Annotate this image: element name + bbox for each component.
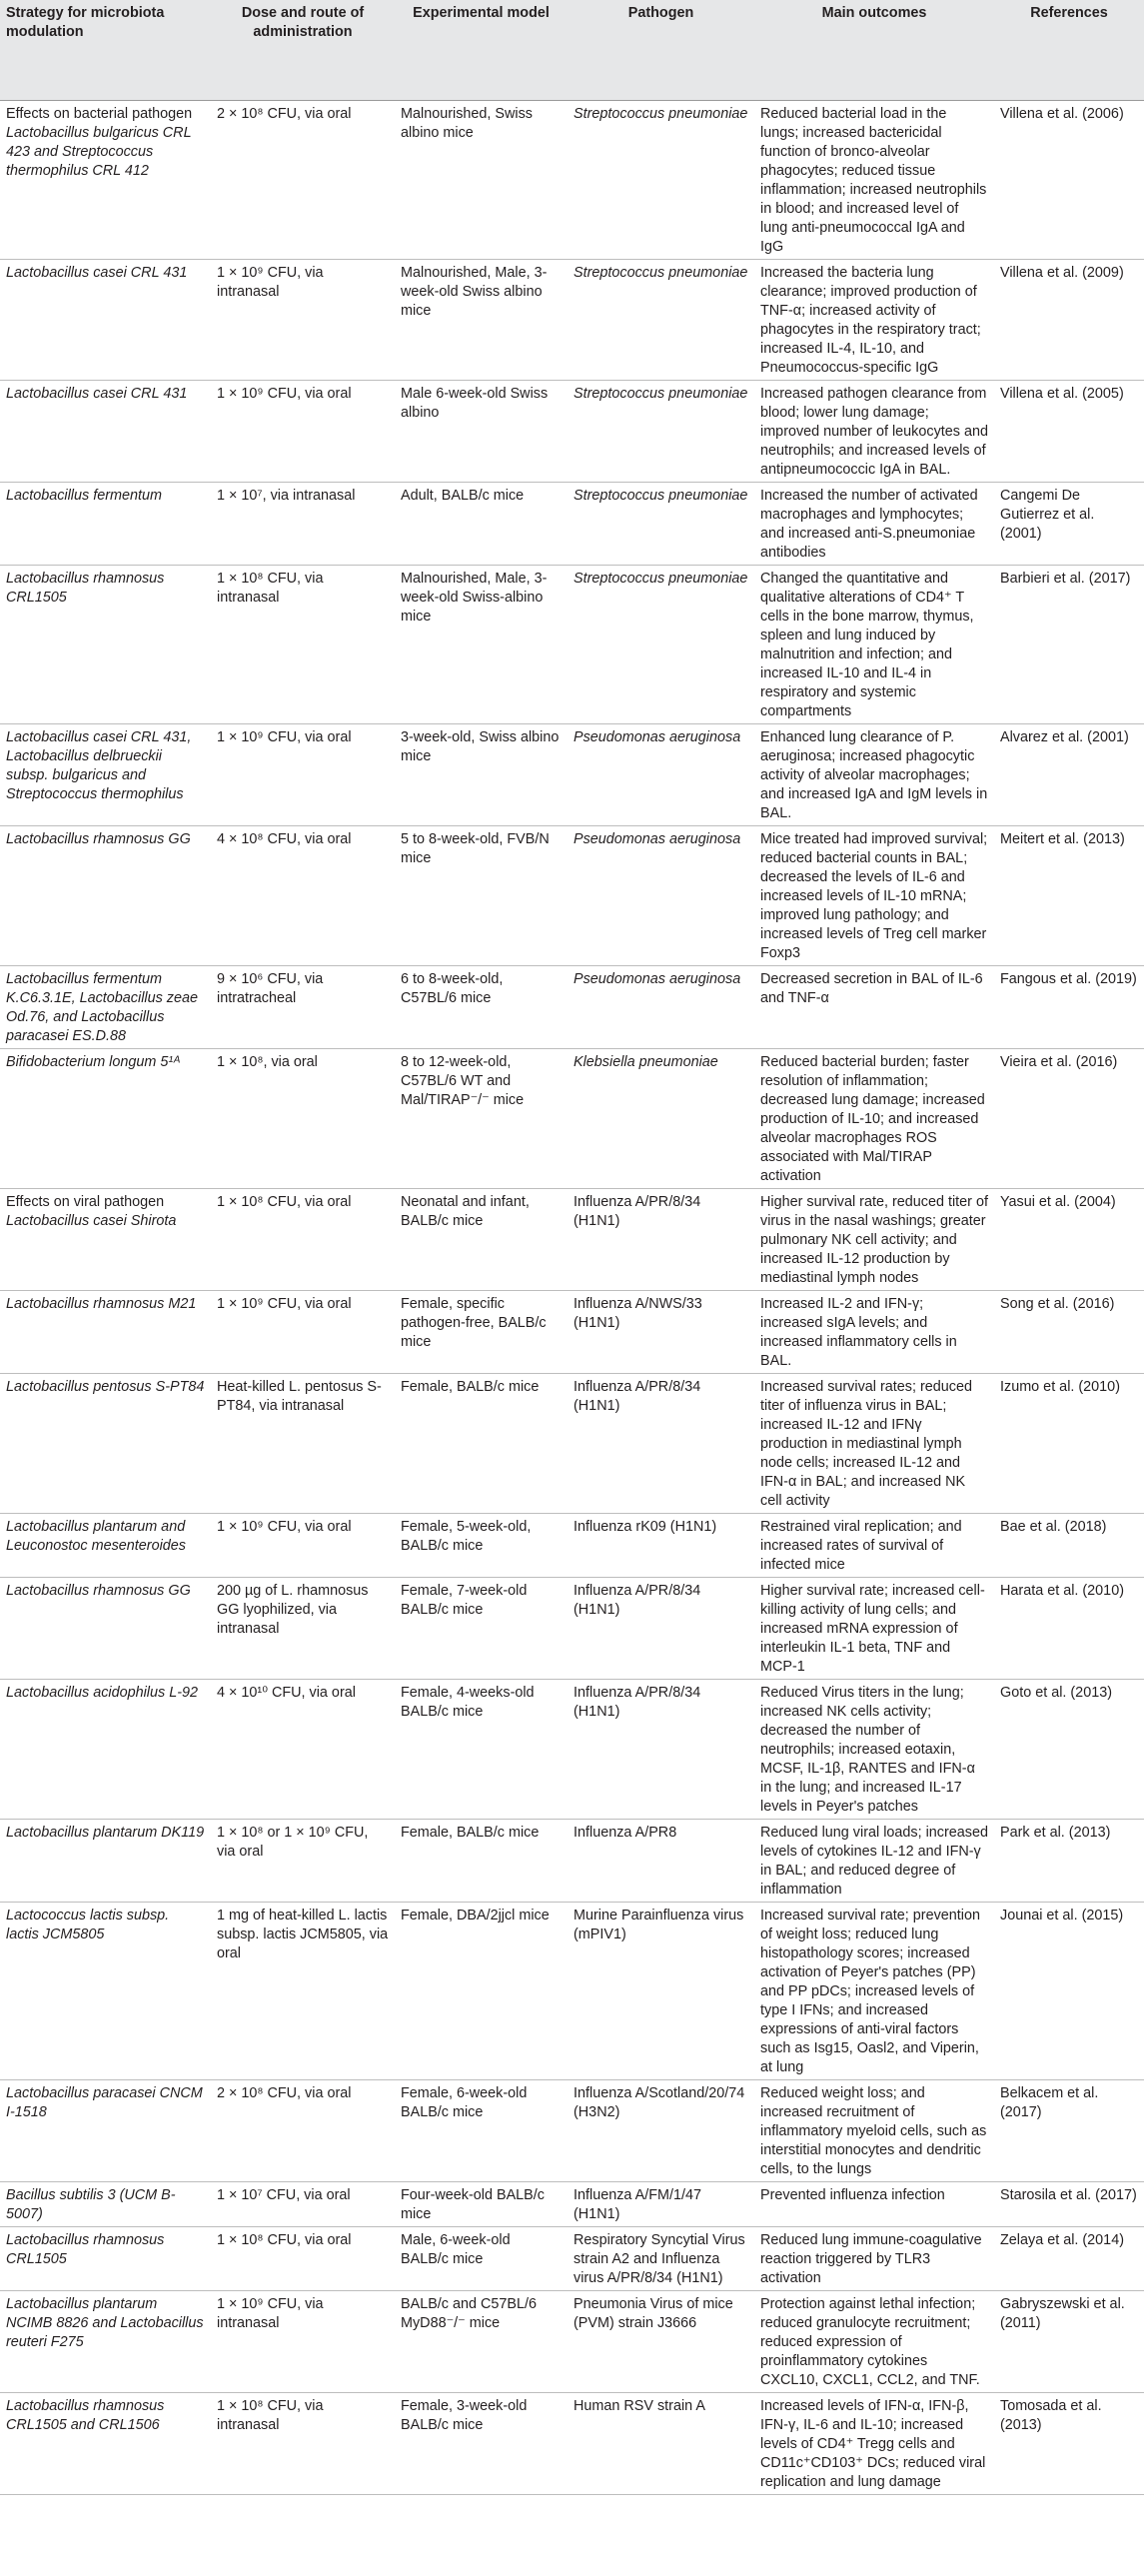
table-row (0, 1291, 1144, 1374)
cell-model (395, 2393, 568, 2495)
section-label: Effects on viral pathogen (6, 1194, 165, 1210)
header-row (0, 0, 1144, 101)
pathogen-text: Murine Parainfluenza virus (mPIV1) (573, 1908, 744, 1942)
cell-outcomes (754, 1049, 994, 1189)
outcomes-text: Mice treated had improved survival; reduced bacterial counts in BAL; decreased the levels of IL-6 and increased levels of IL-10 mRNA; improved lung pathology; and increased levels of Treg cell marker Foxp3 (760, 831, 988, 961)
model-text: Female, DBA/2jjcl mice (401, 1908, 550, 1924)
cell-pathogen (568, 483, 754, 566)
dose-text: 1 × 10⁹ CFU, via oral (217, 729, 352, 745)
strategy-text: Lactobacillus casei Shirota (6, 1213, 177, 1229)
outcomes-text: Restrained viral replication; and increased rates of survival of infected mice (760, 1519, 962, 1573)
strategy-text: Lactobacillus rhamnosus CRL1505 and CRL1506 (6, 2398, 165, 2433)
pathogen-text: Human RSV strain A (573, 2398, 705, 2414)
cell-strategy (0, 1291, 211, 1374)
cell-dose (211, 826, 395, 966)
model-text: Female, 5-week-old, BALB/c mice (401, 1519, 532, 1554)
cell-dose (211, 1680, 395, 1820)
cell-reference (994, 381, 1144, 483)
strategy-text: Lactobacillus bulgaricus CRL 423 and Streptococcus thermophilus CRL 412 (6, 125, 192, 179)
cell-pathogen (568, 381, 754, 483)
dose-text: 1 × 10⁹ CFU, via oral (217, 386, 352, 402)
cell-outcomes (754, 2080, 994, 2182)
outcomes-text: Higher survival rate; increased cell-killing activity of lung cells; and increased mRNA expression of interleukin IL-1 beta, TNF and MCP-1 (760, 1583, 985, 1675)
pathogen-text: Pseudomonas aeruginosa (573, 831, 741, 847)
cell-pathogen (568, 826, 754, 966)
table-row (0, 966, 1144, 1049)
reference-text: Starosila et al. (2017) (1000, 2187, 1137, 2203)
model-text: Female, 7-week-old BALB/c mice (401, 1583, 528, 1618)
table-row (0, 483, 1144, 566)
cell-pathogen (568, 260, 754, 381)
cell-reference (994, 1903, 1144, 2080)
table-row (0, 1680, 1144, 1820)
header-pathogen: Pathogen (568, 0, 754, 101)
pathogen-text: Streptococcus pneumoniae (573, 386, 748, 402)
cell-dose (211, 101, 395, 260)
dose-text: 1 mg of heat-killed L. lactis subsp. lactis JCM5805, via oral (217, 1908, 389, 1961)
cell-model (395, 2080, 568, 2182)
cell-model (395, 1189, 568, 1291)
cell-reference (994, 2227, 1144, 2291)
strategy-text: Bacillus subtilis 3 (UCM B-5007) (6, 2187, 176, 2222)
model-text: Female, 3-week-old BALB/c mice (401, 2398, 528, 2433)
outcomes-text: Reduced bacterial load in the lungs; increased bactericidal function of bronco-alveolar phagocytes; reduced tissue inflammation; increased neutrophils in blood; and increased level of lung anti-pneumococcal IgA and IgG (760, 106, 987, 255)
outcomes-text: Reduced Virus titers in the lung; increased NK cells activity; decreased the number of neutrophils; increased eotaxin, MCSF, IL-1β, RANTES and IFN-α in the lung; and increased IL-17 levels in Peyer's patches (760, 1685, 975, 1815)
strategy-text: Lactobacillus rhamnosus M21 (6, 1296, 197, 1312)
cell-pathogen (568, 1820, 754, 1903)
cell-reference (994, 1189, 1144, 1291)
reference-text: Villena et al. (2005) (1000, 386, 1124, 402)
cell-reference (994, 483, 1144, 566)
table-row (0, 2291, 1144, 2393)
cell-strategy (0, 1514, 211, 1578)
reference-text: Izumo et al. (2010) (1000, 1379, 1120, 1395)
cell-pathogen (568, 2291, 754, 2393)
dose-text: 2 × 10⁸ CFU, via oral (217, 106, 352, 122)
cell-outcomes (754, 1680, 994, 1820)
cell-strategy (0, 1189, 211, 1291)
pathogen-text: Streptococcus pneumoniae (573, 571, 748, 587)
header-references: References (994, 0, 1144, 101)
cell-model (395, 1374, 568, 1514)
cell-reference (994, 2182, 1144, 2227)
model-text: Male 6-week-old Swiss albino (401, 386, 549, 421)
model-text: Malnourished, Male, 3-week-old Swiss-albino mice (401, 571, 548, 625)
cell-strategy (0, 1680, 211, 1820)
model-text: Female, 6-week-old BALB/c mice (401, 2085, 528, 2120)
cell-pathogen (568, 1903, 754, 2080)
outcomes-text: Higher survival rate, reduced titer of virus in the nasal washings; greater pulmonary NK cell activity; and increased IL-12 production by mediastinal lymph nodes (760, 1194, 988, 1286)
cell-pathogen (568, 1578, 754, 1680)
reference-text: Park et al. (2013) (1000, 1825, 1111, 1841)
cell-pathogen (568, 966, 754, 1049)
cell-model (395, 2227, 568, 2291)
strategy-text: Lactobacillus rhamnosus GG (6, 831, 191, 847)
model-text: Female, 4-weeks-old BALB/c mice (401, 1685, 535, 1720)
strategy-text: Lactobacillus casei CRL 431, Lactobacillus delbrueckii subsp. bulgaricus and Streptococcus thermophilus (6, 729, 192, 802)
reference-text: Villena et al. (2006) (1000, 106, 1124, 122)
cell-strategy (0, 2182, 211, 2227)
table-body (0, 101, 1144, 2495)
cell-reference (994, 2080, 1144, 2182)
dose-text: 1 × 10⁸ CFU, via intranasal (217, 571, 324, 606)
cell-dose (211, 1374, 395, 1514)
reference-text: Alvarez et al. (2001) (1000, 729, 1129, 745)
pathogen-text: Streptococcus pneumoniae (573, 106, 748, 122)
dose-text: 1 × 10⁹ CFU, via intranasal (217, 265, 324, 300)
table-row (0, 1049, 1144, 1189)
cell-model (395, 1578, 568, 1680)
strategy-text: Lactobacillus rhamnosus CRL1505 (6, 2232, 165, 2267)
dose-text: 1 × 10⁹ CFU, via oral (217, 1296, 352, 1312)
table-row (0, 1820, 1144, 1903)
table-row (0, 381, 1144, 483)
dose-text: 9 × 10⁶ CFU, via intratracheal (217, 971, 324, 1006)
cell-outcomes (754, 1578, 994, 1680)
cell-pathogen (568, 1680, 754, 1820)
table-row (0, 2227, 1144, 2291)
cell-dose (211, 2182, 395, 2227)
outcomes-text: Increased survival rates; reduced titer of influenza virus in BAL; increased IL-12 and IFNγ production in mediastinal lymph node cells; increased IL-12 and IFN-α in BAL; and increased NK cell activity (760, 1379, 972, 1509)
cell-dose (211, 2227, 395, 2291)
strategy-text: Lactobacillus rhamnosus GG (6, 1583, 191, 1599)
header-model: Experimental model (395, 0, 568, 101)
cell-reference (994, 101, 1144, 260)
dose-text: 200 µg of L. rhamnosus GG lyophilized, via intranasal (217, 1583, 369, 1637)
cell-dose (211, 1514, 395, 1578)
cell-dose (211, 260, 395, 381)
dose-text: 4 × 10⁸ CFU, via oral (217, 831, 352, 847)
strategy-text: Lactobacillus fermentum (6, 488, 162, 504)
model-text: Malnourished, Male, 3-week-old Swiss albino mice (401, 265, 548, 319)
outcomes-text: Increased survival rate; prevention of weight loss; reduced lung histopathology scores; increased activation of Peyer's patches (PP) and PP pDCs; increased levels of type I IFNs; and increased expressions of anti-viral factors such as Isg15, Oasl2, and Viperin, at lung (760, 1908, 980, 2075)
model-text: Malnourished, Swiss albino mice (401, 106, 533, 141)
pathogen-text: Respiratory Syncytial Virus strain A2 and Influenza virus A/PR/8/34 (H1N1) (573, 2232, 745, 2286)
cell-outcomes (754, 1820, 994, 1903)
cell-dose (211, 566, 395, 724)
cell-strategy (0, 2291, 211, 2393)
outcomes-text: Increased the bacteria lung clearance; improved production of TNF-α; increased activity of phagocytes in the respiratory tract; increased IL-4, IL-10, and Pneumococcus-specific IgG (760, 265, 981, 376)
cell-pathogen (568, 1189, 754, 1291)
cell-pathogen (568, 2393, 754, 2495)
strategy-text: Lactobacillus casei CRL 431 (6, 386, 188, 402)
model-text: Neonatal and infant, BALB/c mice (401, 1194, 530, 1229)
cell-model (395, 1049, 568, 1189)
cell-strategy (0, 724, 211, 826)
cell-strategy (0, 826, 211, 966)
header-dose: Dose and route of administration (211, 0, 395, 101)
cell-strategy (0, 381, 211, 483)
cell-strategy (0, 1049, 211, 1189)
table-header (0, 0, 1144, 101)
reference-text: Jounai et al. (2015) (1000, 1908, 1124, 1924)
outcomes-text: Enhanced lung clearance of P. aeruginosa; increased phagocytic activity of alveolar macrophages; and increased IgA and IgM levels in BAL. (760, 729, 988, 821)
cell-strategy (0, 1578, 211, 1680)
cell-outcomes (754, 724, 994, 826)
dose-text: Heat-killed L. pentosus S-PT84, via intranasal (217, 1379, 382, 1414)
cell-reference (994, 724, 1144, 826)
pathogen-text: Influenza A/PR/8/34 (H1N1) (573, 1194, 701, 1229)
cell-outcomes (754, 1189, 994, 1291)
cell-pathogen (568, 101, 754, 260)
cell-strategy (0, 966, 211, 1049)
model-text: BALB/c and C57BL/6 MyD88⁻/⁻ mice (401, 2296, 538, 2331)
cell-model (395, 724, 568, 826)
cell-reference (994, 826, 1144, 966)
reference-text: Fangous et al. (2019) (1000, 971, 1137, 987)
cell-outcomes (754, 2227, 994, 2291)
strategy-text: Lactobacillus casei CRL 431 (6, 265, 188, 281)
model-text: 6 to 8-week-old, C57BL/6 mice (401, 971, 504, 1006)
outcomes-text: Prevented influenza infection (760, 2187, 945, 2203)
model-text: Female, specific pathogen-free, BALB/c mice (401, 1296, 547, 1350)
cell-reference (994, 566, 1144, 724)
reference-text: Song et al. (2016) (1000, 1296, 1115, 1312)
reference-text: Vieira et al. (2016) (1000, 1054, 1118, 1070)
cell-reference (994, 1820, 1144, 1903)
table-row (0, 1374, 1144, 1514)
cell-model (395, 101, 568, 260)
table-row (0, 1578, 1144, 1680)
pathogen-text: Pseudomonas aeruginosa (573, 971, 741, 987)
table-row (0, 101, 1144, 260)
table-row (0, 566, 1144, 724)
cell-strategy (0, 2393, 211, 2495)
reference-text: Cangemi De Gutierrez et al. (2001) (1000, 488, 1095, 542)
cell-dose (211, 2291, 395, 2393)
cell-outcomes (754, 1903, 994, 2080)
cell-model (395, 260, 568, 381)
cell-strategy (0, 2227, 211, 2291)
pathogen-text: Influenza A/PR/8/34 (H1N1) (573, 1379, 701, 1414)
model-text: 3-week-old, Swiss albino mice (401, 729, 560, 764)
cell-outcomes (754, 566, 994, 724)
cell-model (395, 483, 568, 566)
cell-pathogen (568, 2080, 754, 2182)
cell-dose (211, 1578, 395, 1680)
dose-text: 1 × 10⁹ CFU, via oral (217, 1519, 352, 1535)
cell-dose (211, 1820, 395, 1903)
strategy-text: Lactobacillus plantarum DK119 (6, 1825, 205, 1841)
model-text: Female, BALB/c mice (401, 1825, 540, 1841)
table-row (0, 1189, 1144, 1291)
reference-text: Gabryszewski et al. (2011) (1000, 2296, 1125, 2331)
cell-model (395, 826, 568, 966)
cell-outcomes (754, 1291, 994, 1374)
model-text: Female, BALB/c mice (401, 1379, 540, 1395)
cell-strategy (0, 260, 211, 381)
cell-dose (211, 483, 395, 566)
cell-strategy (0, 1903, 211, 2080)
strategy-text: Lactobacillus acidophilus L-92 (6, 1685, 198, 1701)
cell-dose (211, 2393, 395, 2495)
dose-text: 1 × 10⁸ CFU, via oral (217, 1194, 352, 1210)
cell-pathogen (568, 1514, 754, 1578)
outcomes-text: Reduced lung viral loads; increased levels of cytokines IL-12 and IFN-γ in BAL; and reduced degree of inflammation (760, 1825, 988, 1898)
cell-reference (994, 1374, 1144, 1514)
cell-model (395, 1291, 568, 1374)
pathogen-text: Influenza A/FM/1/47 (H1N1) (573, 2187, 701, 2222)
cell-strategy (0, 101, 211, 260)
reference-text: Goto et al. (2013) (1000, 1685, 1112, 1701)
cell-strategy (0, 483, 211, 566)
table-row (0, 826, 1144, 966)
table-row (0, 2182, 1144, 2227)
model-text: Four-week-old BALB/c mice (401, 2187, 545, 2222)
reference-text: Zelaya et al. (2014) (1000, 2232, 1124, 2248)
cell-dose (211, 724, 395, 826)
cell-model (395, 566, 568, 724)
cell-pathogen (568, 2182, 754, 2227)
cell-dose (211, 381, 395, 483)
cell-strategy (0, 1374, 211, 1514)
cell-model (395, 966, 568, 1049)
pathogen-text: Pneumonia Virus of mice (PVM) strain J3666 (573, 2296, 733, 2331)
outcomes-text: Protection against lethal infection; reduced granulocyte recruitment; reduced expression of proinflammatory cytokines CXCL10, CXCL1, CCL2, and TNF. (760, 2296, 980, 2388)
outcomes-text: Reduced lung immune-coagulative reaction triggered by TLR3 activation (760, 2232, 982, 2286)
outcomes-text: Increased IL-2 and IFN-γ; increased sIgA levels; and increased inflammatory cells in BAL. (760, 1296, 957, 1369)
header-strategy: Strategy for microbiota modulation (0, 0, 211, 101)
outcomes-text: Increased levels of IFN-α, IFN-β, IFN-γ, IL-6 and IL-10; increased levels of CD4⁺ Tregg cells and CD11c⁺CD103⁺ DCs; reduced viral replication and lung damage (760, 2398, 986, 2490)
strategy-text: Lactobacillus rhamnosus CRL1505 (6, 571, 165, 606)
cell-outcomes (754, 826, 994, 966)
cell-dose (211, 966, 395, 1049)
cell-dose (211, 1903, 395, 2080)
dose-text: 4 × 10¹⁰ CFU, via oral (217, 1685, 356, 1701)
pathogen-text: Influenza A/NWS/33 (H1N1) (573, 1296, 702, 1331)
cell-model (395, 381, 568, 483)
dose-text: 1 × 10⁸, via oral (217, 1054, 318, 1070)
cell-outcomes (754, 260, 994, 381)
cell-reference (994, 260, 1144, 381)
table-row (0, 2393, 1144, 2495)
pathogen-text: Influenza A/PR/8/34 (H1N1) (573, 1685, 701, 1720)
cell-strategy (0, 2080, 211, 2182)
cell-outcomes (754, 381, 994, 483)
pathogen-text: Influenza rK09 (H1N1) (573, 1519, 717, 1535)
cell-reference (994, 1291, 1144, 1374)
strategy-text: Lactococcus lactis subsp. lactis JCM5805 (6, 1908, 170, 1942)
table-row (0, 1903, 1144, 2080)
dose-text: 1 × 10⁷ CFU, via oral (217, 2187, 351, 2203)
table-row (0, 724, 1144, 826)
strategy-text: Lactobacillus fermentum K.C6.3.1E, Lactobacillus zeae Od.76, and Lactobacillus paracasei ES.D.88 (6, 971, 198, 1044)
pathogen-text: Influenza A/PR8 (573, 1825, 677, 1841)
strategy-text: Bifidobacterium longum 5¹ᴬ (6, 1054, 181, 1070)
cell-pathogen (568, 1049, 754, 1189)
cell-model (395, 1514, 568, 1578)
cell-pathogen (568, 1291, 754, 1374)
table-row (0, 2080, 1144, 2182)
dose-text: 1 × 10⁸ CFU, via oral (217, 2232, 352, 2248)
cell-pathogen (568, 566, 754, 724)
cell-dose (211, 1189, 395, 1291)
cell-reference (994, 1578, 1144, 1680)
model-text: 5 to 8-week-old, FVB/N mice (401, 831, 550, 866)
pathogen-text: Influenza A/Scotland/20/74 (H3N2) (573, 2085, 745, 2120)
outcomes-text: Changed the quantitative and qualitative alterations of CD4⁺ T cells in the bone marrow, thymus, spleen and lung induced by malnutrition and infection; and increased IL-10 and IL-4 in respiratory and systemic compartments (760, 571, 974, 719)
cell-reference (994, 2393, 1144, 2495)
reference-text: Yasui et al. (2004) (1000, 1194, 1116, 1210)
pathogen-text: Streptococcus pneumoniae (573, 488, 748, 504)
pathogen-text: Klebsiella pneumoniae (573, 1054, 718, 1070)
cell-dose (211, 2080, 395, 2182)
cell-model (395, 1903, 568, 2080)
outcomes-text: Reduced weight loss; and increased recruitment of inflammatory myeloid cells, such as interstitial monocytes and dendritic cells, to the lungs (760, 2085, 987, 2177)
reference-text: Harata et al. (2010) (1000, 1583, 1124, 1599)
table-row (0, 1514, 1144, 1578)
section-label: Effects on bacterial pathogen (6, 106, 193, 122)
cell-reference (994, 1049, 1144, 1189)
cell-reference (994, 966, 1144, 1049)
reference-text: Belkacem et al. (2017) (1000, 2085, 1099, 2120)
cell-outcomes (754, 2182, 994, 2227)
cell-model (395, 1680, 568, 1820)
reference-text: Bae et al. (2018) (1000, 1519, 1107, 1535)
cell-outcomes (754, 1514, 994, 1578)
outcomes-text: Increased the number of activated macrophages and lymphocytes; and increased anti-S.pneumoniae antibodies (760, 488, 978, 561)
cell-model (395, 2291, 568, 2393)
cell-strategy (0, 566, 211, 724)
cell-dose (211, 1291, 395, 1374)
cell-outcomes (754, 966, 994, 1049)
dose-text: 1 × 10⁷, via intranasal (217, 488, 356, 504)
cell-reference (994, 1680, 1144, 1820)
cell-pathogen (568, 724, 754, 826)
cell-reference (994, 1514, 1144, 1578)
pathogen-text: Streptococcus pneumoniae (573, 265, 748, 281)
strategy-text: Lactobacillus plantarum NCIMB 8826 and Lactobacillus reuteri F275 (6, 2296, 204, 2350)
dose-text: 1 × 10⁹ CFU, via intranasal (217, 2296, 324, 2331)
model-text: Male, 6-week-old BALB/c mice (401, 2232, 511, 2267)
cell-outcomes (754, 2393, 994, 2495)
strategy-text: Lactobacillus pentosus S-PT84 (6, 1379, 205, 1395)
cell-outcomes (754, 1374, 994, 1514)
pathogen-text: Pseudomonas aeruginosa (573, 729, 741, 745)
outcomes-text: Reduced bacterial burden; faster resolution of inflammation; decreased lung damage; increased production of IL-10; and increased alveolar macrophages ROS associated with Mal/TIRAP activation (760, 1054, 985, 1184)
reference-text: Barbieri et al. (2017) (1000, 571, 1131, 587)
model-text: Adult, BALB/c mice (401, 488, 525, 504)
dose-text: 1 × 10⁸ CFU, via intranasal (217, 2398, 324, 2433)
cell-outcomes (754, 101, 994, 260)
outcomes-text: Increased pathogen clearance from blood; lower lung damage; improved number of leukocytes and neutrophils; and increased levels of antipneumococcic IgA in BAL. (760, 386, 988, 478)
strategy-text: Lactobacillus paracasei CNCM I-1518 (6, 2085, 203, 2120)
cell-reference (994, 2291, 1144, 2393)
dose-text: 2 × 10⁸ CFU, via oral (217, 2085, 352, 2101)
header-outcomes: Main outcomes (754, 0, 994, 101)
pathogen-text: Influenza A/PR/8/34 (H1N1) (573, 1583, 701, 1618)
outcomes-text: Decreased secretion in BAL of IL-6 and TNF-α (760, 971, 983, 1006)
dose-text: 1 × 10⁸ or 1 × 10⁹ CFU, via oral (217, 1825, 369, 1860)
cell-dose (211, 1049, 395, 1189)
cell-pathogen (568, 1374, 754, 1514)
cell-pathogen (568, 2227, 754, 2291)
cell-outcomes (754, 2291, 994, 2393)
reference-text: Villena et al. (2009) (1000, 265, 1124, 281)
reference-text: Tomosada et al. (2013) (1000, 2398, 1102, 2433)
table-row (0, 260, 1144, 381)
cell-outcomes (754, 483, 994, 566)
cell-model (395, 1820, 568, 1903)
model-text: 8 to 12-week-old, C57BL/6 WT and Mal/TIRAP⁻/⁻ mice (401, 1054, 525, 1108)
cell-strategy (0, 1820, 211, 1903)
strategy-text: Lactobacillus plantarum and Leuconostoc mesenteroides (6, 1519, 186, 1554)
reference-text: Meitert et al. (2013) (1000, 831, 1125, 847)
cell-model (395, 2182, 568, 2227)
